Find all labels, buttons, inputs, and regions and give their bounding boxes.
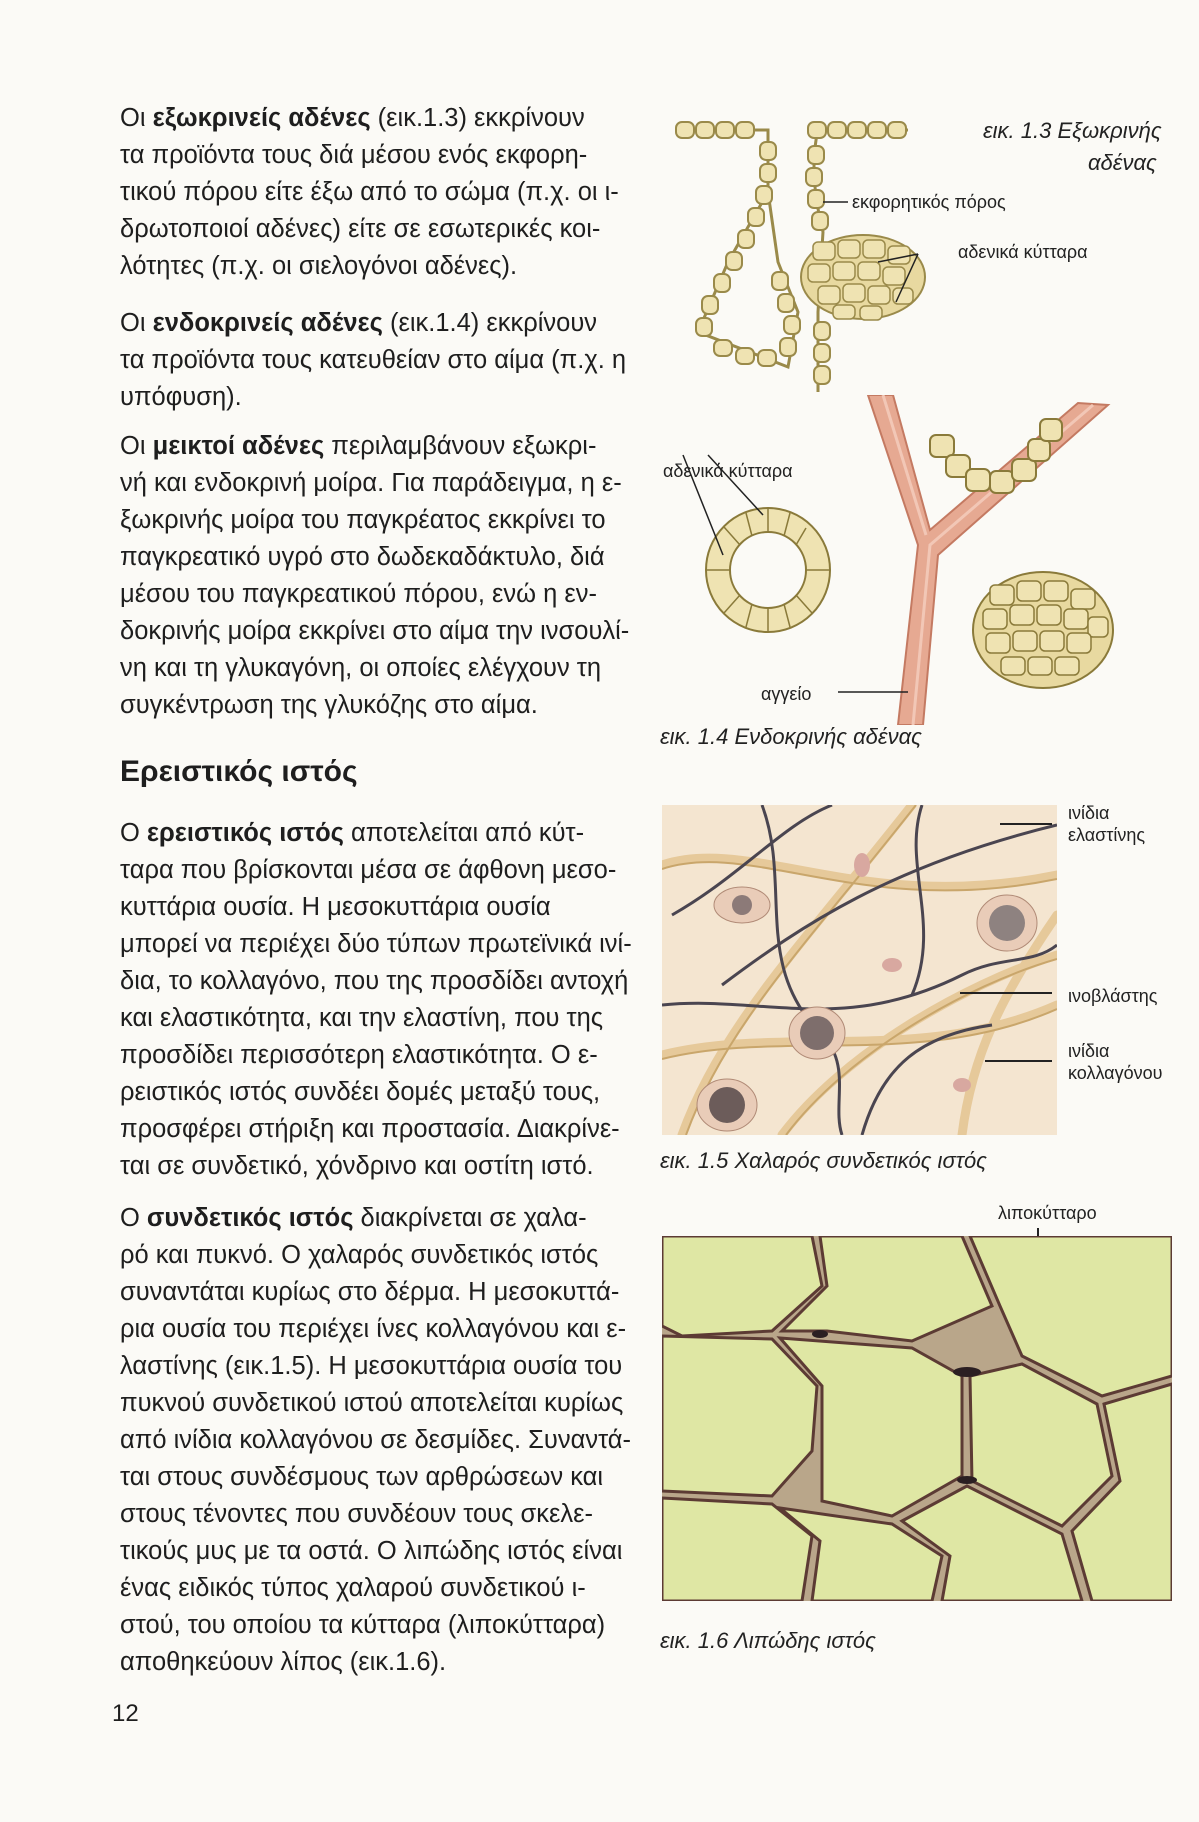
label-gland-cells-exocrine: αδενικά κύτταρα (958, 242, 1088, 262)
caption-fig-1-6: εικ. 1.6 Λιπώδης ιστός (660, 1628, 876, 1653)
term-mixed: μεικτοί αδένες (152, 432, 325, 460)
label-elastin-fibers: ινίδια ελαστίνης (1068, 803, 1146, 845)
page-number: 12 (112, 1700, 139, 1727)
paragraph-endocrine: Οι ενδοκρινείς αδένες (εικ.1.4) εκκρίνουν τα προϊόντα τους κατευθείαν στο αίμα (π.χ. η υπόφυση). (120, 309, 627, 411)
paragraph-connective-tissue: Ο συνδετικός ιστός διακρίνεται σε χαλα- ρό και πυκνό. Ο χαλαρός συνδετικός ιστός συναντάται κυρίως στο δέρμα. Η μεσοκυττά- ρια ουσία του περιέχει ίνες κολλαγόνου και ε- λαστίνης (εικ.1.5). Η μεσοκυττάρια ουσία του πυκνού συνδετικού ιστού αποτελείται κυρίως από ινίδια κολλαγόνου σε δεσμίδες. Συναντά- ται στους συνδέσμους των αρθρώσεων και στους τένοντες που συνδέουν τους σκελε- τικούς μυς με τα οστά. Ο λιπώδης ιστός είναι ένας ειδικός τύπος χαλαρού συνδετικού ι- στού, του οποίου τα κύτταρα (λιποκύτταρα) αποθηκεύουν λίπος (εικ.1.6). (120, 1204, 632, 1676)
caption-fig-1-4: εικ. 1.4 Ενδοκρινής αδένας (660, 724, 922, 749)
leader-collagen (985, 1060, 1052, 1062)
label-duct: εκφορητικός πόρος (852, 192, 1006, 212)
label-adipocyte: λιποκύτταρο (998, 1203, 1097, 1223)
caption-fig-1-5: εικ. 1.5 Χαλαρός συνδετικός ιστός (660, 1148, 987, 1173)
label-gland-cells-endocrine: αδενικά κύτταρα (663, 461, 793, 481)
exocrine-gland-illustration (668, 112, 948, 412)
label-vessel: αγγείο (761, 684, 812, 704)
caption-fig-1-3: εικ. 1.3 Εξωκρινής (983, 118, 1162, 143)
leader-elastin (1000, 823, 1052, 825)
adipose-tissue-photo (662, 1236, 1172, 1601)
endocrine-gland-illustration (668, 395, 1128, 725)
paragraph-supporting-tissue: Ο ερειστικός ιστός αποτελείται από κύτ- ταρα που βρίσκονται μέσα σε άφθονη μεσο- κυττάρια ουσία. Η μεσοκυττάρια ουσία μπορεί να περιέχει δύο τύπων πρωτεϊνικά ινί- δια, το κολλαγόνο, που της προσδίδει αντοχή και ελαστικότητα, και την ελαστίνη, που της προσδίδει περισσότερη ελαστικότητα. Ο ε- ρειστικός ιστός συνδέει δομές μεταξύ τους, προσφέρει στήριξη και προστασία. Διακρίνε- ται σε συνδετικό, χόνδρινο και οστίτη ιστό. (120, 819, 632, 1180)
term-exocrine: εξωκρινείς αδένες (152, 104, 371, 132)
label-collagen-fibers: ινίδια κολλαγόνου (1068, 1041, 1163, 1083)
loose-connective-tissue-illustration (662, 805, 1057, 1135)
term-endocrine: ενδοκρινείς αδένες (152, 309, 383, 337)
paragraph-exocrine: Οι εξωκρινείς αδένες (εικ.1.3) εκκρίνουν τα προϊόντα τους διά μέσου ενός εκφορη- τικού πόρου είτε έξω από το σώμα (π.χ. οι ι- δρωτοποιοί αδένες) είτε σε εσωτερικές κοι- λότητες (π.χ. οι σιελογόνοι αδένες). (120, 104, 619, 280)
caption-fig-1-3-line2: αδένας (1088, 150, 1157, 175)
term-connective-tissue: συνδετικός ιστός (146, 1204, 354, 1232)
section-heading: Ερειστικός ιστός (120, 755, 358, 788)
label-fibroblast: ινοβλάστης (1068, 986, 1158, 1006)
leader-fibroblast (960, 992, 1052, 994)
paragraph-mixed: Οι μεικτοί αδένες περιλαμβάνουν εξωκρι- νή και ενδοκρινή μοίρα. Για παράδειγμα, η ε- ξωκρινής μοίρα του παγκρέατος εκκρίνει το παγκρεατικό υγρό στο δωδεκαδάκτυλο, διά μέσου του παγκρεατικού πόρου, ενώ η εν- δοκρινής μοίρα εκκρίνει στο αίμα την ινσουλί- νη και τη γλυκαγόνη, οι οποίες ελέγχουν τη συγκέντρωση της γλυκόζης στο αίμα. (120, 432, 630, 719)
term-supporting-tissue: ερειστικός ιστός (146, 819, 344, 847)
